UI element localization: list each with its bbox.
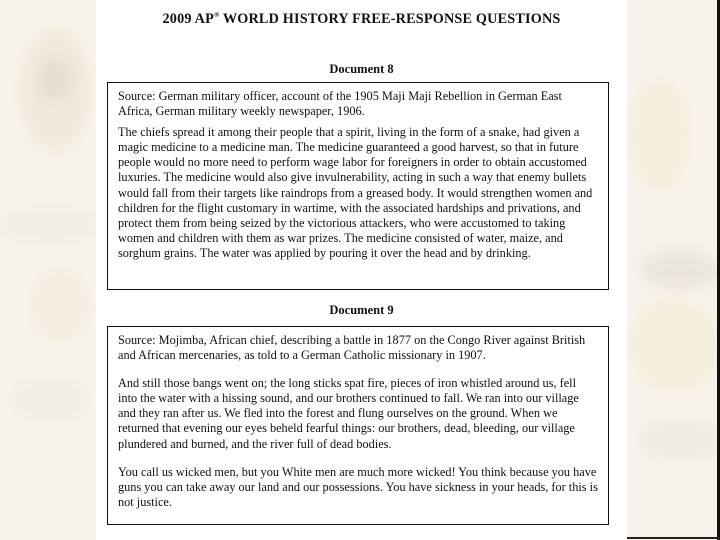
document-9-box <box>107 326 609 525</box>
bottom-edge-rule <box>627 537 720 539</box>
document-9-source: Source: Mojimba, African chief, describing a battle in 1877 on the Congo River against British and African mercenaries, as told to a German Catholic missionary in 1907. <box>118 333 586 363</box>
document-9-heading: Document 9 <box>329 303 394 317</box>
title-prefix: 2009 AP <box>162 11 214 27</box>
document-8-heading: Document 8 <box>329 62 394 76</box>
document-page <box>96 0 627 540</box>
document-8-source: Source: German military officer, account of the 1905 Maji Maji Rebellion in German East Africa, German military weekly newspaper, 1906. <box>118 89 562 119</box>
document-9-paragraph-2: You call us wicked men, but you White men are much more wicked! You think because you have guns you can take away our land and our possessions. You have sickness in your heads, for this is not justice. <box>118 464 598 509</box>
title-suffix: WORLD HISTORY FREE-RESPONSE QUESTIONS <box>219 11 561 27</box>
document-9-paragraph-1: And still those bangs went on; the long sticks spat fire, pieces of iron whistled around us, fell into the water with a hissing sound, and our brothers continued to fall. We ran into our village and they ran after us. We fled into the forest and flung ourselves on the ground. When we returned that evening our eyes beheld fearful things: our brothers, dead, bleeding, our village plundered and burned, and the river full of dead bodies. <box>118 376 579 451</box>
page-title <box>96 11 627 28</box>
document-8-box <box>107 82 609 290</box>
registered-mark: ® <box>213 11 220 19</box>
document-8-body: The chiefs spread it among their people that a spirit, living in the form of a snake, had given a magic medicine to a medicine man. The medicine guaranteed a good harvest, so that in future people would no more need to perform wage labor for foreigners in order to obtain accustomed luxuries. The medicine would also give invulnerability, acting in such a way that enemy bullets would fall from their targets like raindrops from a greased body. It would strengthen women and children for the flight customary in wartime, with the associated hardships and privations, and protect them from being seized by the victorious attackers, who were accustomed to taking women and children with them as war prizes. The medicine consisted of water, maize, and sorghum grains. The water was applied by pouring it over the head and by drinking. <box>118 125 593 260</box>
